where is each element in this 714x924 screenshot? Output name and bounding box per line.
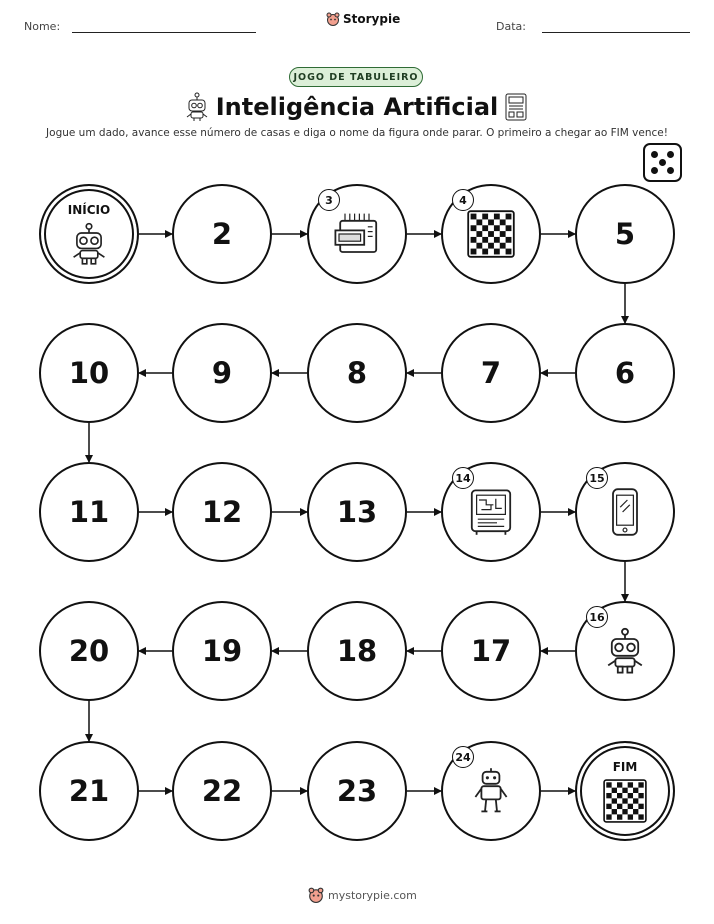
board-space-5 [575, 184, 675, 284]
robot-icon [601, 627, 649, 675]
board-space-6 [575, 323, 675, 423]
page-title: Inteligência Artificial [215, 93, 499, 121]
board-space-7 [441, 323, 541, 423]
brand-name: Storypie [343, 12, 401, 26]
space-number-tag: 15 [586, 467, 608, 489]
humanoid-robot-icon [467, 767, 515, 815]
space-number: 19 [201, 634, 243, 668]
space-number: 13 [336, 495, 378, 529]
finish-space [575, 741, 675, 841]
space-number-tag: 4 [452, 189, 474, 211]
board-space-22 [172, 741, 272, 841]
board-space-2 [172, 184, 272, 284]
space-number: 12 [201, 495, 243, 529]
board-space-11 [39, 462, 139, 562]
board-space-8 [307, 323, 407, 423]
footer [308, 887, 417, 903]
space-number: 8 [346, 356, 368, 390]
circuit-computer-icon [467, 488, 515, 536]
board-space-20 [39, 601, 139, 701]
date-label: Data: [496, 20, 526, 33]
board-space-23 [307, 741, 407, 841]
space-number: 21 [68, 774, 110, 808]
board-space-13 [307, 462, 407, 562]
space-number: 17 [470, 634, 512, 668]
board-space-21 [39, 741, 139, 841]
footer-url: mystorypie.com [328, 888, 417, 902]
smartphone-icon [601, 488, 649, 536]
chessboard-icon [603, 779, 647, 823]
name-label: Nome: [24, 20, 61, 33]
space-number: 22 [201, 774, 243, 808]
game-type-badge: JOGO DE TABULEIRO [289, 67, 423, 87]
space-number-tag: 16 [586, 606, 608, 628]
board-space-10 [39, 323, 139, 423]
space-number: 11 [68, 495, 110, 529]
space-label: INÍCIO [67, 203, 111, 217]
space-number: 9 [211, 356, 233, 390]
start-space [39, 184, 139, 284]
space-number: 20 [68, 634, 110, 668]
space-number-tag: 3 [318, 189, 340, 211]
board-space-9 [172, 323, 272, 423]
space-number: 7 [480, 356, 502, 390]
board-space-18 [307, 601, 407, 701]
board-space-12 [172, 462, 272, 562]
instructions: Jogue um dado, avance esse número de casas e diga o nome da figura onde parar. O primeiro a chegar ao FIM vence! [46, 127, 668, 139]
chessboard-icon [467, 210, 515, 258]
space-number-tag: 24 [452, 746, 474, 768]
space-number: 10 [68, 356, 110, 390]
board-space-17 [441, 601, 541, 701]
mascot-icon [308, 887, 324, 903]
space-number: 23 [336, 774, 378, 808]
robot-icon [67, 222, 111, 266]
space-number: 18 [336, 634, 378, 668]
board-space-19 [172, 601, 272, 701]
space-number-tag: 14 [452, 467, 474, 489]
computer-machine-icon [333, 210, 381, 258]
space-number: 6 [614, 356, 636, 390]
space-number: 5 [614, 217, 636, 251]
space-number: 2 [211, 217, 233, 251]
space-label: FIM [612, 760, 638, 774]
